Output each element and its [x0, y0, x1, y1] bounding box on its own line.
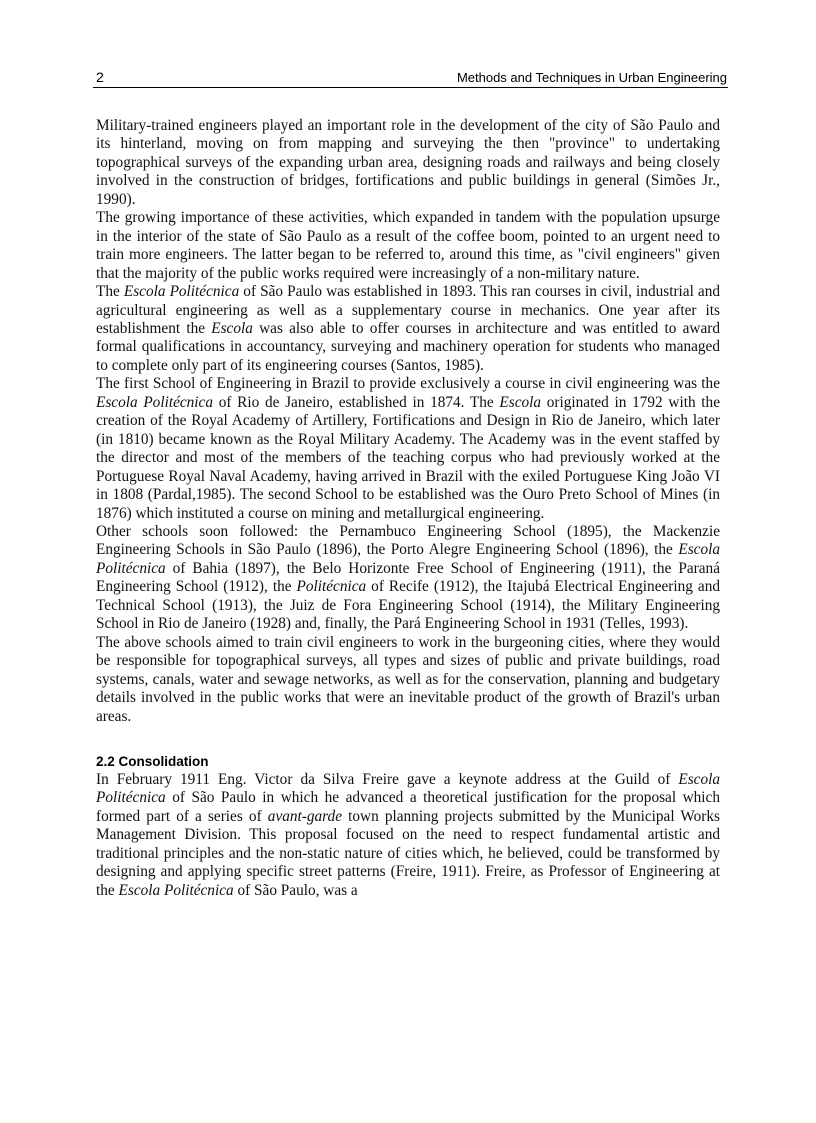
paragraph	[96, 375, 720, 523]
paragraph	[96, 209, 720, 283]
page-header	[93, 69, 728, 88]
italic-term: Politécnica	[296, 578, 367, 596]
text-run: The	[96, 283, 124, 301]
section-heading: 2.2 Consolidation	[96, 753, 209, 769]
text-run: The growing importance of these activities, which expanded in tandem with the population upsurge in the interior of the state of São Paulo as a result of the coffee boom, pointed to an urgent need to train more engineers. The latter began to be referred to, around this time, as "civil engineers" given that the majority of the public works required were increasingly of a non-military nature.	[96, 209, 720, 282]
italic-term: Escola Politécnica	[96, 541, 720, 577]
body-text	[96, 117, 720, 900]
italic-term: Escola	[499, 393, 542, 411]
paragraph	[96, 634, 720, 726]
text-run: In February 1911 Eng. Victor da Silva Freire gave a keynote address at the Guild of	[96, 770, 679, 788]
text-run: of Recife (1912), the Itajubá Electrical Engineering and Technical School (1913), the Juiz de Fora Engineering School (1914), the Military Engineering School in Rio de Janeiro (1928) and, finally, the Pará Engineering School in 1931 (Telles, 1993).	[96, 578, 720, 633]
text-run: town planning projects submitted by the Municipal Works Management Division. This proposal focused on the need to respect fundamental artistic and traditional principles and the non-static nature of cities which, he believed, could be transformed by designing and applying specific street patterns (Freire, 1911). Freire, as Professor of Engineering at the	[96, 807, 720, 899]
page-number: 2	[96, 69, 104, 85]
italic-term: avant-garde	[267, 807, 342, 825]
text-run: of São Paulo, was a	[233, 881, 358, 899]
italic-term: Escola Politécnica	[118, 881, 234, 899]
text-run: The first School of Engineering in Brazil to provide exclusively a course in civil engineering was the	[96, 375, 720, 393]
text-run: Other schools soon followed: the Pernambuco Engineering School (1895), the Mackenzie Engineering Schools in São Paulo (1896), the Porto Alegre Engineering School (1896), the	[96, 522, 720, 559]
italic-term: Escola	[211, 319, 253, 337]
paragraph	[96, 283, 720, 375]
text-run: of São Paulo in which he advanced a theoretical justification for the proposal which formed part of a series of	[96, 789, 720, 825]
italic-term: Escola Politécnica	[96, 770, 720, 807]
text-run: The above schools aimed to train civil engineers to work in the burgeoning cities, where they would be responsible for topographical surveys, all types and sizes of public and private buildings, road systems, canals, water and sewage networks, as well as for the conservation, planning and budgetary details involved in the public works that were an inevitable product of the growth of Brazil's urban areas.	[96, 633, 720, 725]
text-run: was also able to offer courses in architecture and was entitled to award formal qualifications in accountancy, surveying and machinery operation for students who managed to complete only part of its engineering courses (Santos, 1985).	[96, 319, 720, 374]
paragraph	[96, 771, 720, 900]
text-run: of Bahia (1897), the Belo Horizonte Free School of Engineering (1911), the Paraná Engineering School (1912), the	[96, 559, 720, 596]
running-title: Methods and Techniques in Urban Engineering	[456, 70, 727, 85]
paragraph	[96, 523, 720, 634]
text-run: of São Paulo was established in 1893. This ran courses in civil, industrial and agricultural engineering as well as a supplementary course in mechanics. One year after its establishment the	[96, 283, 720, 337]
paragraph	[96, 117, 720, 209]
text-run: originated in 1792 with the creation of the Royal Academy of Artillery, Fortifications and Design in Rio de Janeiro, which later (in 1810) became known as the Royal Military Academy. The Academy was in the event staffed by the director and most of the members of the teaching corpus who had previously worked at the Portuguese Royal Naval Academy, having arrived in Brazil with the exiled Portuguese King João VI in 1808 (Pardal,1985). The second School to be established was the Ouro Preto School of Mines (in 1876) which instituted a course on mining and metallurgical engineering.	[96, 393, 720, 522]
paragraphs	[96, 117, 720, 726]
text-run: Military-trained engineers played an important role in the development of the city of São Paulo and its hinterland, moving on from mapping and surveying the then "province" to undertaking topographical surveys of the expanding urban area, designing roads and railways and being closely involved in the construction of bridges, fortifications and public buildings in general (Simões Jr., 1990).	[96, 117, 720, 208]
section-paragraphs	[96, 771, 720, 900]
italic-term: Escola Politécnica	[96, 393, 213, 411]
text-run: of Rio de Janeiro, established in 1874. The	[213, 393, 500, 411]
italic-term: Escola Politécnica	[123, 283, 240, 301]
